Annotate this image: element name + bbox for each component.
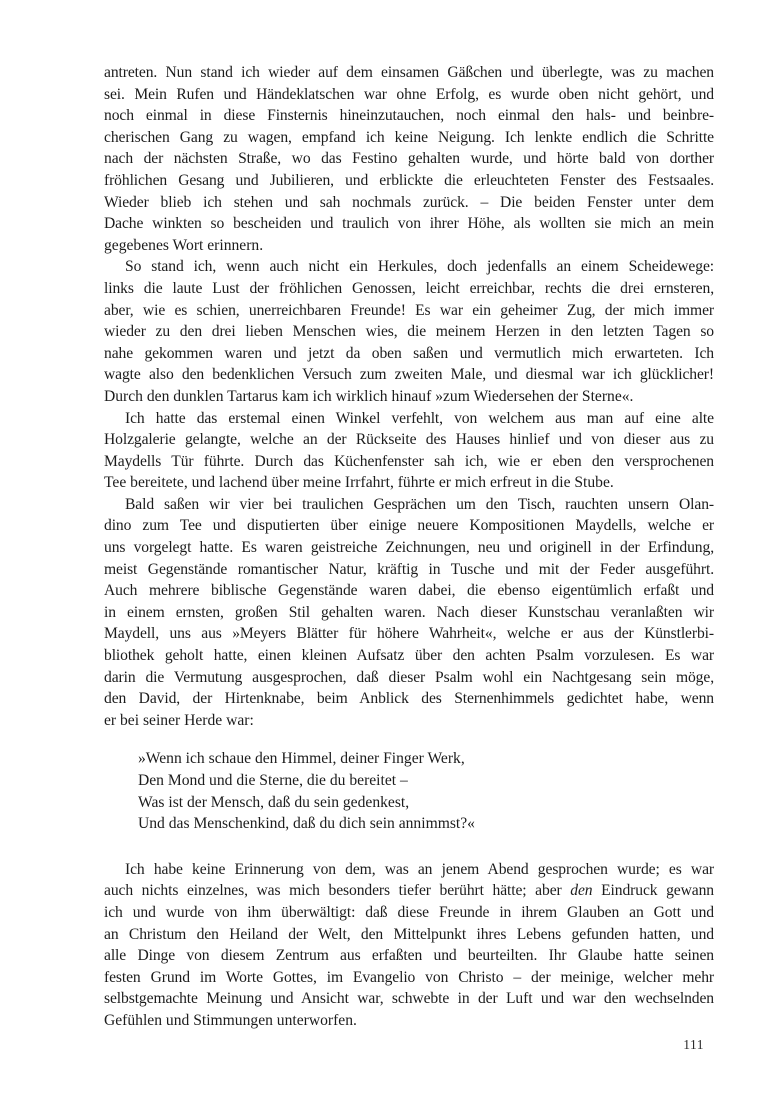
verse-line: Und das Menschenkind, daß du dich sein annimmst?« [138,815,475,833]
paragraph [104,256,714,407]
text-line: bliothek geholt hatte, einen kleinen Aufsatz über den achten Psalm vorzulesen. Es war [104,647,714,665]
text-line [104,880,714,902]
text-segment: auch nichts einzelnes, was mich besonders tiefer berührt hätte; aber [104,882,571,900]
text-line: Maydell, uns aus »Meyers Blätter für höhere Wahrheit«, welche er aus der Künstlerbi- [104,625,714,643]
text-line: sei. Mein Rufen und Händeklatschen war ohne Erfolg, es wurde oben nicht gehört, und [104,85,714,103]
text-line: Durch den dunklen Tartarus kam ich wirklich hinauf »zum Wiedersehen der Sterne«. [104,387,634,405]
text-line: noch einmal in diese Finsternis hineinzutauchen, noch einmal den hals- und beinbre- [104,107,714,125]
text-line: aber, wie es schien, unerreichbaren Freunde! Es war ein geheimer Zug, der mich immer [104,301,714,319]
text-line: Bald saßen wir vier bei traulichen Gesprächen um den Tisch, rauchten unsern Olan- [125,495,714,513]
paragraph [104,408,714,494]
text-line: So stand ich, wenn auch nicht ein Herkules, doch jedenfalls an einem Scheidewege: [125,258,714,276]
text-line: den David, der Hirtenknabe, beim Anblick des Sternenhimmels gedichtet habe, wenn [104,690,714,708]
text-line: Auch mehrere biblische Gegenstände waren dabei, die ebenso eigentümlich erfaßt und [104,582,714,600]
text-line: Holzgalerie gelangte, welche an der Rückseite des Hauses hinlief und von dieser aus zu [104,431,714,449]
text-line: wieder zu den drei lieben Menschen wies, die meinem Herzen in den letzten Tagen so [104,323,714,341]
text-line: wagte also den bedenklichen Versuch zum zweiten Male, und diesmal war ich glücklicher! [104,366,714,384]
text-line: cherischen Gang zu wagen, empfand ich keine Neigung. Ich lenkte endlich die Schritte [104,128,714,146]
text-line: Gefühlen und Stimmungen unterworfen. [104,1011,357,1029]
text-line: nach der nächsten Straße, wo das Festino gehalten wurde, und hörte bald von dorther [104,150,714,168]
text-line: Dache winkten so bescheiden und traulich von ihrer Höhe, als wollten sie mich an mein [104,215,714,233]
text-line: alle Dinge von diesem Zentrum aus erfaßten und beurteilten. Ihr Glaube hatte seinen [104,947,714,965]
text-line: selbstgemachte Meinung und Ansicht war, schwebte in der Luft und war den wechselnden [104,990,714,1008]
text-line: festen Grund im Worte Gottes, im Evangelio von Christo – der meinige, welcher mehr [104,968,714,986]
text-line: fröhlichen Gesang und Jubilieren, und erblickte die erleuchteten Fenster des Festsaales. [104,171,714,189]
text-line: meist Gegenstände romantischer Natur, kräftig in Tusche und mit der Feder ausgeführt. [104,560,714,578]
text-line: Tee bereitete, und lachend über meine Irrfahrt, führte er mich erfreut in die Stube. [104,474,614,492]
text-line: an Christum den Heiland der Welt, den Mittelpunkt ihres Lebens gefunden hatten, und [104,925,714,943]
verse-line: Was ist der Mensch, daß du sein gedenkest, [138,793,410,811]
text-line: antreten. Nun stand ich wieder auf dem einsamen Gäßchen und überlegte, was zu machen [104,64,714,81]
text-line: Ich hatte das erstemal einen Winkel verfehlt, von welchem aus man auf eine alte [125,409,714,427]
text-line: nahe gekommen waren und jetzt da oben saßen und vermutlich mich erwarteten. Ich [104,344,714,362]
text-line: Wieder blieb ich stehen und sah nochmals zurück. – Die beiden Fenster unter dem [104,193,714,211]
verse-block [138,748,714,834]
text-line: er bei seiner Herde war: [104,711,254,729]
text-line: Maydells Tür führte. Durch das Küchenfenster sah ich, wie er eben den versprochenen [104,452,714,470]
text-line: Ich habe keine Erinnerung von dem, was an jenem Abend gesprochen wurde; es war [125,860,714,878]
page-number: 111 [683,1037,704,1052]
verse-line: »Wenn ich schaue den Himmel, deiner Finger Werk, [138,750,465,768]
emphasized-word: den [570,882,593,900]
text-line: dino zum Tee und disputierten über einige neuere Kompositionen Maydells, welche er [104,517,714,535]
text-line: ich und wurde von ihm überwältigt: daß diese Freunde in ihrem Glauben an Gott und [104,903,714,921]
paragraph [104,859,714,1032]
paragraph [104,494,714,732]
text-line: links die laute Lust der fröhlichen Genossen, leicht erreichbar, rechts die drei ernsteren, [104,279,714,297]
text-line: darin die Vermutung ausgesprochen, daß dieser Psalm wohl ein Nachtgesang sein möge, [104,668,714,686]
text-line: in einem ernsten, großen Stil gehalten waren. Nach dieser Kunstschau veranlaßten wir [104,603,714,621]
verse-line: Den Mond und die Sterne, die du bereitet – [138,772,408,789]
text-block [104,62,714,1032]
paragraph [104,62,714,256]
text-line: uns vorgelegt hatte. Es waren geistreiche Zeichnungen, neu und originell in der Erfindung, [104,539,714,557]
text-segment: Eindruck gewann [592,882,714,900]
text-line: gegebenes Wort erinnern. [104,236,264,254]
